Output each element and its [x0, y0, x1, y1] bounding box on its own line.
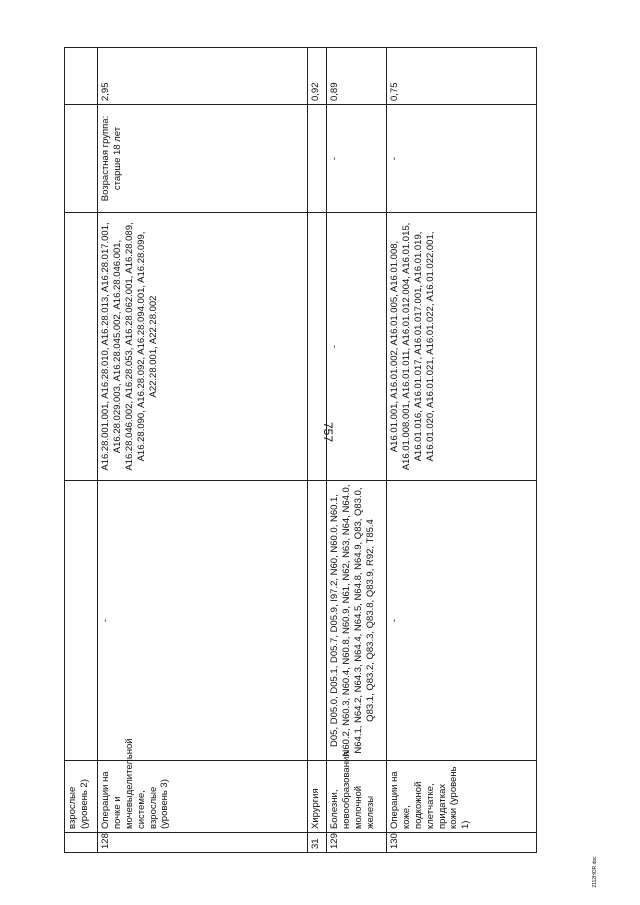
- rotated-table-container: [64, 48, 554, 853]
- table-row: [327, 48, 387, 853]
- row-codes: D05, D05.0, D05.1, D05.7, D05.9, I97.2, N60, N60.0, N60.1, N60.2, N60.3, N60.4, N60.8, N60.9, N61, N62, N63, N64, N64.0, N64.1, N64.2, N64.3, N64.4, N64.5, N64.8, N64.9, Q83, Q83.0, Q83.1, Q83.2, Q83.3, Q83.8, Q83.9, R92, T85.4: [327, 481, 387, 761]
- row-extra: [65, 105, 98, 213]
- tariff-table: [64, 47, 537, 853]
- row-codes: -: [98, 481, 308, 761]
- row-extra: -: [387, 105, 537, 213]
- row-codes: [65, 481, 98, 761]
- row-coef: [65, 48, 98, 105]
- row-extra: -: [327, 105, 387, 213]
- footer-filename: 2112HOR.doc: [592, 856, 598, 888]
- row-name: взрослые (уровень 2): [65, 761, 98, 833]
- row-coef: 2,95: [98, 48, 308, 105]
- row-services: -: [327, 213, 387, 481]
- table-row: [387, 48, 537, 853]
- table-row: [65, 48, 98, 853]
- row-number: [65, 833, 98, 853]
- row-coef: 0,75: [387, 48, 537, 105]
- row-number: 129: [327, 833, 387, 853]
- section-name: Хирургия: [308, 761, 327, 833]
- row-extra: Возрастная группа: старше 18 лет: [98, 105, 308, 213]
- section-number: 31: [308, 833, 327, 853]
- section-coef: 0,92: [308, 48, 327, 105]
- table-row: [98, 48, 308, 853]
- row-name: Болезни, новообразования молочной железы: [327, 761, 387, 833]
- row-name: Операции на почке и мочевыделительной системе, взрослые (уровень 3): [98, 761, 308, 833]
- row-number: 128: [98, 833, 308, 853]
- page-number: 757: [321, 421, 335, 443]
- row-number: 130: [387, 833, 537, 853]
- row-coef: 0,89: [327, 48, 387, 105]
- row-services: [65, 213, 98, 481]
- row-services: A16.01.001, A16.01.002, A16.01.005, A16.01.008, A16.01.008.001, A16.01.011, A16.01.012.004, A16.01.015, A16.01.016, A16.01.017, A16.01.017.001, A16.01.019, A16.01.020, A16.01.021, A16.01.022, A16.01.022.001,: [387, 213, 537, 481]
- row-services: A16.28.001.001, A16.28.010, A16.28.013, A16.28.017.001, A16.28.029.003, A16.28.045.002, A16.28.046.001, A16.28.046.002, A16.28.053, A16.28.062.001, A16.28.089, A16.28.090, A16.28.092, A16.28.094.001, A16.28.099, A22.28.001, A22.28.002: [98, 213, 308, 481]
- row-codes: -: [387, 481, 537, 761]
- section-row: [308, 48, 327, 853]
- row-name: Операции на коже, подкожной клетчатке, придатках кожи (уровень 1): [387, 761, 537, 833]
